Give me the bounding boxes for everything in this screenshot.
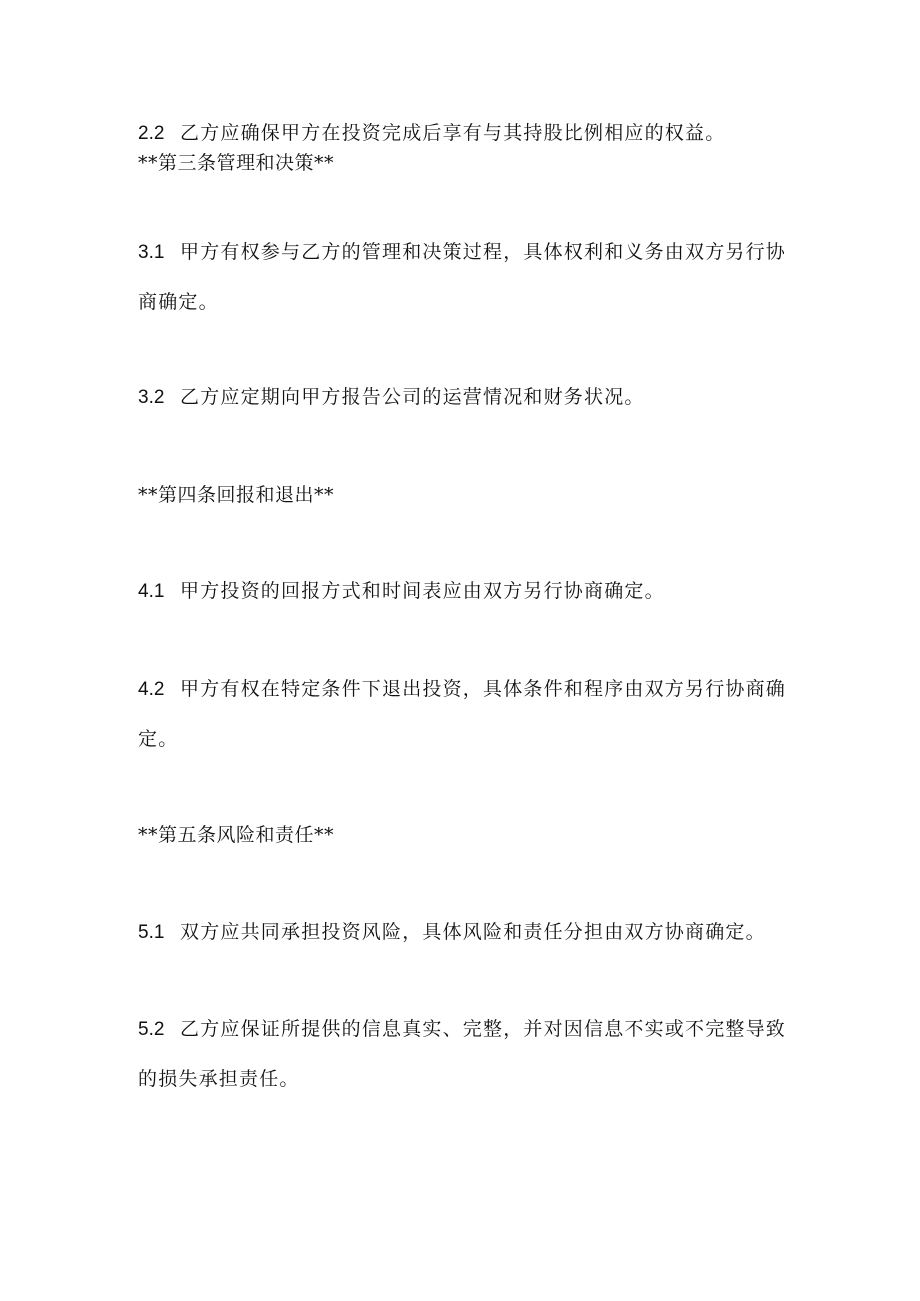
clause-text: 甲方投资的回报方式和时间表应由双方另行协商确定。 [180,580,665,602]
clause-3-1-continuation: 商确定。 [138,291,219,313]
clause-3-2 [138,385,645,410]
clause-2-2 [138,121,725,146]
clause-4-2 [138,677,786,702]
clause-text: 双方应共同承担投资风险，具体风险和责任分担由双方协商确定。 [180,921,766,943]
clause-number: 3.1 [138,242,165,263]
clause-number: 4.2 [138,679,165,700]
clause-4-1 [138,579,665,604]
article-5-heading: **第五条风险和责任** [138,824,335,846]
clause-text: 乙方应保证所提供的信息真实、完整，并对因信息不实或不完整导致 [180,1018,787,1040]
article-4-heading: **第四条回报和退出** [138,484,335,506]
clause-3-1 [138,240,786,265]
clause-5-2-continuation: 的损失承担责任。 [138,1068,300,1090]
clause-5-2 [138,1017,786,1042]
clause-number: 5.1 [138,922,165,943]
clause-text: 甲方有权参与乙方的管理和决策过程，具体权利和义务由双方另行协 [180,241,787,263]
clause-5-1 [138,920,766,945]
clause-text: 乙方应确保甲方在投资完成后享有与其持股比例相应的权益。 [180,122,726,144]
clause-text: 乙方应定期向甲方报告公司的运营情况和财务状况。 [180,386,645,408]
article-3-heading: **第三条管理和决策** [138,152,335,174]
clause-text: 甲方有权在特定条件下退出投资，具体条件和程序由双方另行协商确 [180,678,787,700]
clause-number: 4.1 [138,581,165,602]
clause-4-2-continuation: 定。 [138,728,179,750]
clause-number: 2.2 [138,123,165,144]
clause-number: 3.2 [138,387,165,408]
clause-number: 5.2 [138,1019,165,1040]
